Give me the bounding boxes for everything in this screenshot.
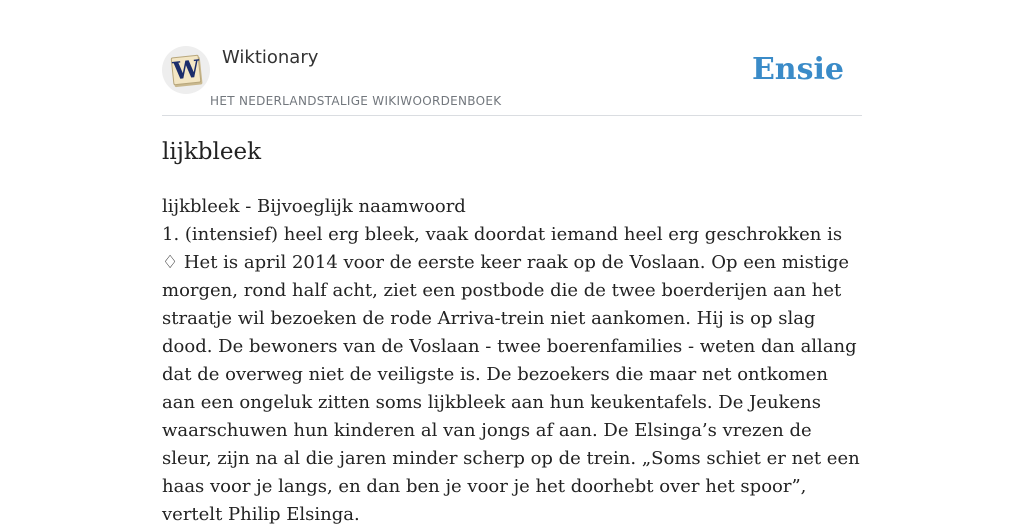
example-text: ♢ Het is april 2014 voor de eerste keer raak op de Voslaan. Op een mistige morgen, rond half acht, ziet een postbode die de twee boerderijen aan het straatje wil bezoeken de rode Arriva-trein niet aankomen. Hij is op slag dood. De bewoners van de Voslaan - twee boerenfamilies - weten dan allang dat de overweg niet de veiligste is. De bezoekers die maar net ontkomen aan een ongeluk zitten soms lijkbleek aan hun keukentafels. De Jeukens waarschuwen hun kinderen al van jongs af aan. De Elsinga’s vrezen de sleur, zijn na al die jaren minder scherp op de trein. „Soms schiet er net een haas voor je langs, en dan ben je voor je het doorhebt over het spoor”, vertelt Philip Elsinga. bbox=[162, 252, 860, 525]
word-class-line: lijkbleek - Bijvoeglijk naamwoord bbox=[162, 196, 466, 217]
wiktionary-w-tile-icon: W bbox=[171, 53, 202, 86]
ensie-brand-logo[interactable]: Ensie bbox=[751, 52, 844, 87]
site-header bbox=[162, 40, 862, 116]
definition: 1. (intensief) heel erg bleek, vaak doordat iemand heel erg geschrokken is bbox=[162, 224, 843, 245]
page-title: lijkbleek bbox=[162, 139, 262, 165]
wiktionary-logo[interactable] bbox=[162, 46, 210, 94]
entry-content bbox=[162, 193, 862, 529]
site-tagline: HET NEDERLANDSTALIGE WIKIWOORDENBOEK bbox=[210, 94, 502, 108]
site-name[interactable]: Wiktionary bbox=[222, 47, 319, 68]
